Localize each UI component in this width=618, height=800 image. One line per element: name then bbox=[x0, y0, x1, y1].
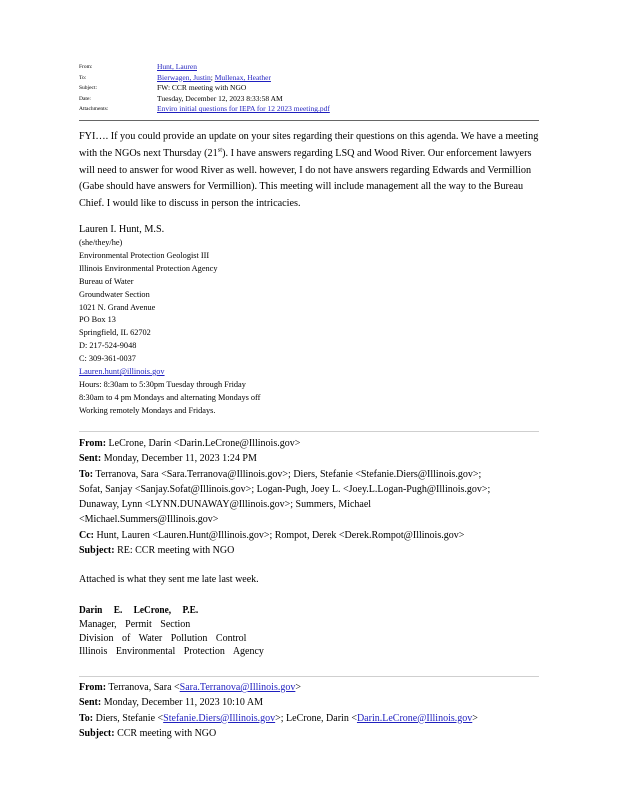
email1-cc-value: Hunt, Lauren <Lauren.Hunt@Illinois.gov>; Rompot, Derek <Derek.Rompot@Illinois.gov> bbox=[96, 529, 465, 541]
signature-block bbox=[79, 223, 379, 418]
header-subject-label: Subject: bbox=[79, 85, 98, 92]
signature-name: Lauren I. Hunt, M.S. bbox=[79, 224, 165, 235]
header-to-link-1[interactable]: Bierwagen, Justin bbox=[157, 72, 211, 82]
header-subject-row bbox=[79, 83, 541, 94]
email2-to-email-link-2[interactable]: Darin.LeCrone@Illinois.gov bbox=[356, 712, 473, 724]
email1-sent-label: Sent: bbox=[79, 453, 102, 465]
header-to-link-2[interactable]: Mullenax, Heather bbox=[214, 72, 271, 82]
header-from-label: From: bbox=[79, 64, 93, 71]
message-body-part1: FYI…. If you could provide an update on your sites regarding their questions on this agenda. We have a meeting with the NGOs next Thursday (21 bbox=[79, 131, 539, 159]
email1-cc-label: Cc: bbox=[79, 529, 94, 541]
email1-message bbox=[79, 572, 549, 587]
signature-pronouns: (she/they/he) bbox=[79, 238, 123, 247]
signature-hours-3: Working remotely Mondays and Fridays. bbox=[79, 405, 216, 415]
email2-to-email-link-1[interactable]: Stefanie.Diers@Illinois.gov bbox=[163, 712, 276, 724]
email1-divider bbox=[79, 431, 539, 432]
header-attachments-label: Attachments: bbox=[79, 106, 109, 113]
email1-signature-title: Manager, Permit Section bbox=[79, 619, 191, 630]
signature-phone-d: D: 217-524-9048 bbox=[79, 341, 137, 351]
email2-to-label: To: bbox=[79, 712, 94, 724]
header-to-row bbox=[79, 73, 541, 84]
email1-header bbox=[79, 436, 549, 558]
email2-to-name-1: Diers, Stefanie < bbox=[95, 712, 164, 724]
attachment-link[interactable]: Enviro initial questions for IEPA for 12 2023 meeting.pdf bbox=[157, 104, 330, 114]
email1-signature-division: Division of Water Pollution Control bbox=[79, 632, 247, 644]
email2-from-email-link[interactable]: Sara.Terranova@Illinois.gov bbox=[179, 682, 296, 693]
email1-to-label: To: bbox=[79, 468, 94, 480]
email1-subject-value: RE: CCR meeting with NGO bbox=[117, 545, 235, 557]
email1-signature bbox=[79, 603, 379, 659]
email1-signature-agency: Illinois Environmental Protection Agency bbox=[79, 646, 264, 657]
email1-sent-value: Monday, December 11, 2023 1:24 PM bbox=[103, 453, 257, 465]
signature-email-link[interactable]: Lauren.hunt@illinois.gov bbox=[79, 367, 165, 377]
email1-message-text: Attached is what they sent me late last week. bbox=[79, 574, 259, 585]
signature-bureau: Bureau of Water bbox=[79, 276, 134, 286]
header-attachments-row bbox=[79, 104, 541, 115]
signature-agency: Illinois Environmental Protection Agency bbox=[79, 263, 218, 273]
email2-header bbox=[79, 680, 549, 741]
email2-to-close: > bbox=[472, 712, 478, 724]
header-date-label: Date: bbox=[79, 95, 91, 102]
email2-sent-label: Sent: bbox=[79, 697, 102, 709]
email2-subject-value: CCR meeting with NGO bbox=[117, 727, 217, 739]
signature-hours-2: 8:30am to 4 pm Mondays and alternating Mondays off bbox=[79, 392, 261, 402]
signature-address-3: Springfield, IL 62702 bbox=[79, 328, 151, 338]
header-divider bbox=[79, 120, 539, 121]
email2-to-mid: >; LeCrone, Darin < bbox=[275, 712, 357, 724]
message-body-sup: st bbox=[217, 146, 223, 154]
header-date-value: Tuesday, December 12, 2023 8:33:58 AM bbox=[157, 93, 283, 103]
email2-divider bbox=[79, 676, 539, 677]
email1-from-value: LeCrone, Darin <Darin.LeCrone@Illinois.gov> bbox=[108, 438, 301, 449]
header-from-link[interactable]: Hunt, Lauren bbox=[157, 62, 197, 72]
header-to-separator: ; bbox=[210, 72, 213, 82]
signature-address-1: 1021 N. Grand Avenue bbox=[79, 302, 156, 312]
signature-phone-c: C: 309-361-0037 bbox=[79, 354, 136, 364]
signature-section: Groundwater Section bbox=[79, 289, 150, 299]
header-to-label: To: bbox=[79, 74, 87, 81]
signature-address-2: PO Box 13 bbox=[79, 315, 116, 325]
header-subject-value: FW: CCR meeting with NGO bbox=[157, 83, 247, 93]
header-from-row bbox=[79, 62, 541, 73]
message-body-part2: ). I have answers regarding LSQ and Wood River. Our enforcement lawyers will need to answer for wood River as well. however, I do not have answers regarding Edwards and Vermillion (Gabe should have answers for Vermillion). This meeting will include management all the way to the Bureau Chief. I would like to discuss in person the intricacies. bbox=[79, 147, 532, 210]
email1-subject-label: Subject: bbox=[79, 545, 115, 557]
email1-to-line-3: Dunaway, Lynn <LYNN.DUNAWAY@Illinois.gov>; Summers, Michael bbox=[79, 499, 372, 511]
email1-to-line-4: <Michael.Summers@Illinois.gov> bbox=[79, 514, 219, 526]
email1-to-line-1: Terranova, Sara <Sara.Terranova@Illinois.gov>; Diers, Stefanie <Stefanie.Diers@Illinois.gov>; bbox=[95, 468, 482, 480]
email2-from-name: Terranova, Sara < bbox=[108, 682, 180, 693]
email2-from-label: From: bbox=[79, 682, 107, 693]
email1-to-line-2: Sofat, Sanjay <Sanjay.Sofat@Illinois.gov>; Logan-Pugh, Joey L. <Joey.L.Logan-Pugh@Illinois.gov>; bbox=[79, 483, 491, 495]
email2-subject-label: Subject: bbox=[79, 727, 115, 739]
email1-from-label: From: bbox=[79, 438, 107, 449]
signature-title: Environmental Protection Geologist III bbox=[79, 250, 210, 260]
email2-sent-value: Monday, December 11, 2023 10:10 AM bbox=[103, 697, 263, 709]
signature-hours-1: Hours: 8:30am to 5:30pm Tuesday through Friday bbox=[79, 379, 246, 389]
message-body bbox=[79, 129, 549, 213]
header-date-row bbox=[79, 94, 541, 105]
email-header bbox=[79, 62, 541, 115]
email2-from-close: > bbox=[295, 682, 301, 693]
email1-signature-name: Darin E. LeCrone, P.E. bbox=[79, 605, 199, 616]
